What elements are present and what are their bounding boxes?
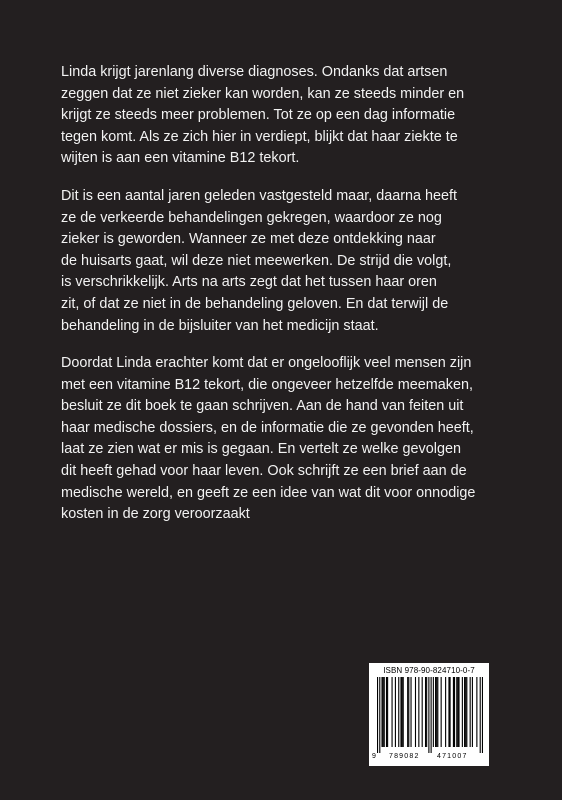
- barcode-bar: [458, 677, 459, 747]
- barcode-bar: [441, 677, 442, 747]
- barcode-bar: [384, 677, 385, 747]
- barcode-bar: [403, 677, 404, 747]
- blurb-paragraph-2: Dit is een aantal jaren geleden vastgesteld maar, daarna heeft ze de verkeerde behandelingen gekregen, waardoor ze nog zieker is geworden. Wanneer ze met deze ontdekking naar de huisarts gaat, wil deze niet meewerken. De strijd die volgt, is verschrikkelijk. Arts na arts zegt dat het tussen haar oren zit, of dat ze niet in de behandeling geloven. En dat terwijl de behandeling in de bijsluiter van het medicijn staat.: [61, 188, 458, 334]
- barcode-bar: [426, 677, 427, 747]
- barcode-bar: [456, 677, 457, 747]
- barcode-bar: [410, 677, 411, 747]
- barcode-bar: [415, 677, 416, 747]
- barcode-guard-bar: [431, 677, 432, 753]
- barcode-bar: [472, 677, 473, 747]
- blurb-paragraph-3: Doordat Linda erachter komt dat er ongelooflijk veel mensen zijn met een vitamine B12 tekort, die ongeveer hetzelfde meemaken, besluit ze dit boek te gaan schrijven. Aan de hand van feiten uit haar medische dossiers, en de informatie die ze gevonden heeft, laat ze zien wat er mis is gegaan. En vertelt ze welke gevolgen dit heeft gehad voor haar leven. Ook schrijft ze een brief aan de medische wereld, en geeft ze een idee van wat dit voor onnodige kosten in de zorg veroorzaakt: [61, 355, 476, 523]
- barcode-digit-group-right: 471007: [437, 753, 468, 760]
- barcode-bar: [398, 677, 399, 747]
- barcode-bar: [392, 677, 393, 747]
- blurb-paragraph-1: Linda krijgt jarenlang diverse diagnoses. Ondanks dat artsen zeggen dat ze niet zieker kan worden, kan ze steeds minder en krijgt ze steeds meer problemen. Tot ze op een dag informatie tegen komt. Als ze zich hier in verdiept, blijkt dat haar ziekte te wijten is aan een vitamine B12 tekort.: [61, 64, 465, 167]
- barcode-digit-group-left: 789082: [389, 753, 420, 760]
- barcode-bar: [466, 677, 467, 747]
- barcode-bar: [422, 677, 423, 747]
- barcode-bar: [437, 677, 438, 747]
- barcode-bar: [387, 677, 388, 747]
- barcode-bar: [453, 677, 454, 747]
- barcode-bar: [454, 677, 455, 747]
- barcode-bar: [470, 677, 471, 747]
- barcode-bar: [462, 677, 463, 747]
- isbn-barcode: [369, 663, 489, 766]
- barcode-bar: [476, 677, 477, 747]
- barcode-bar: [425, 677, 426, 747]
- barcode-bar: [418, 677, 419, 747]
- barcode-bar: [435, 677, 436, 747]
- barcode-bar: [395, 677, 396, 747]
- barcode-bar: [381, 677, 382, 747]
- barcode-bar: [433, 677, 434, 747]
- barcode-guard-bar: [379, 677, 380, 753]
- barcode-bar: [408, 677, 409, 747]
- barcode-bar: [402, 677, 403, 747]
- barcode-bar: [445, 677, 446, 747]
- barcode-bar: [465, 677, 466, 747]
- barcode-lead-digit: 9: [372, 753, 376, 760]
- barcode-bar: [450, 677, 451, 747]
- barcode-bar: [386, 677, 387, 747]
- barcode-guard-bar: [377, 677, 378, 753]
- barcode-bar: [400, 677, 401, 747]
- barcode-bar: [457, 677, 458, 747]
- barcode-bar: [464, 677, 465, 747]
- barcode-bars: [377, 677, 483, 753]
- barcode-guard-bar: [482, 677, 483, 753]
- barcode-guard-bar: [480, 677, 481, 753]
- barcode-bar: [383, 677, 384, 747]
- barcode-bar: [436, 677, 437, 747]
- barcode-guard-bar: [428, 677, 429, 753]
- barcode-bar: [407, 677, 408, 747]
- isbn-label: ISBN 978-90-824710-0-7: [383, 666, 475, 675]
- barcode-bar: [448, 677, 449, 747]
